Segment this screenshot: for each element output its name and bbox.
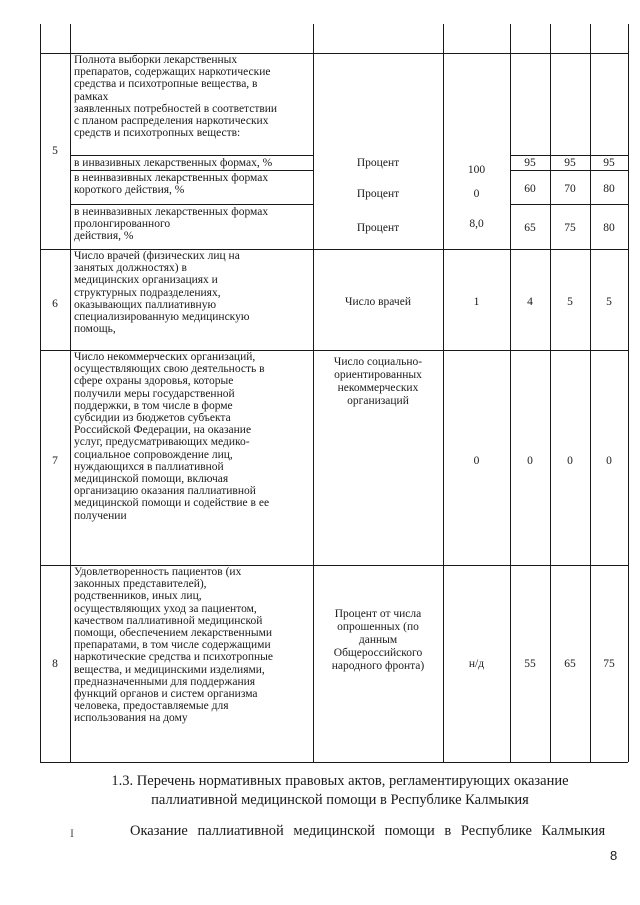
description-line: медицинской помощи, включая [74,473,229,485]
description-line: организацию оказания паллиативной [74,485,256,498]
page-number: 8 [610,848,618,863]
description-line: препаратами, в том числе содержащими [74,639,271,652]
subrow-border-values-1 [510,204,628,205]
body-paragraph: Оказание паллиативной медицинской помощи в Республике Калмыкия [130,823,606,839]
description-line: качеством паллиативной медицинской [74,614,263,627]
description-line: осуществляющих уход за пациентом, [74,602,257,615]
description-line: поддержки, в том числе в форме [74,399,233,412]
description-line: с планом распределения наркотических [74,115,269,127]
target-value-cell: 65 [524,222,536,234]
description-line: предназначенными для поддержания [74,675,256,688]
description-line: рамках [74,90,109,103]
subrow-values-top-border [510,155,628,156]
table-top-fragment [545,24,585,38]
description-line: препаратов, содержащих наркотические [74,66,271,79]
description-line: средств и психотропных веществ: [74,127,241,140]
description-line: средства и психотропные вещества, в [74,78,258,91]
subrow-description-line: в инвазивных лекарственных формах, % [74,157,273,169]
base-value-cell: 100 [467,164,486,176]
section-heading [60,772,620,810]
subrow-border-desc-1 [70,204,313,205]
target-value-cell: 5 [606,296,612,308]
col-v1-right [550,24,551,762]
description-line: функций органов и систем организма [74,688,258,700]
target-value-cell: 0 [567,455,573,467]
target-value-cell: 80 [603,222,615,234]
subrow-header-border [70,155,313,156]
target-value-cell: 55 [524,658,536,670]
description-line: Число некоммерческих организаций, [74,351,256,363]
subrow-border-values-0 [510,170,628,171]
description-line: оказывающих паллиативную [74,298,217,311]
subrow-description-line: в неинвазивных лекарственных формах [74,206,269,218]
row-number: 6 [52,298,58,310]
base-value-cell: 0 [473,455,480,467]
description-line: медицинских организациях и [74,274,218,287]
unit-line: организаций [347,395,409,407]
col-num-right [70,24,71,762]
description-line: заявленных потребностей в соответствии [74,102,278,115]
unit-line: ориентированных [334,369,422,381]
subrow-description-line: действия, % [74,230,134,243]
description-line: сфере охраны здоровья, которые [74,375,234,388]
description-line: Российской Федерации, на оказание [74,424,252,437]
target-value-cell: 0 [606,455,612,467]
target-value-cell: 95 [524,157,536,169]
section-heading-line-2: паллиативной медицинской помощи в Республике Калмыкия [151,792,529,808]
table-border-right [628,24,629,762]
target-value-cell: 75 [564,222,576,234]
description-line: получении [74,509,127,522]
target-value-cell: 95 [603,157,615,169]
description-line: медицинской помощи и содействие в ее [74,497,270,510]
unit-line: народного фронта) [331,660,425,672]
description-line: осуществляющих свою деятельность в [74,363,265,376]
unit-line: данным [358,634,398,646]
row-border-4 [40,762,628,763]
description-line: законных представителей), [74,578,207,591]
row-number: 7 [52,455,58,467]
unit-cell: Процент [356,188,400,200]
unit-line: Число врачей [345,296,411,308]
base-value-cell: 1 [473,296,480,308]
description-line: использования на дому [74,712,188,725]
subrow-description-line: в неинвазивных лекарственных формах [74,172,269,184]
unit-line: некоммерческих [337,382,419,394]
unit-line: Процент от числа [334,608,422,620]
description-line: социальное сопровождение лиц, [74,448,233,461]
col-v2-right [590,24,591,762]
description-line: помощь, [74,323,116,336]
table-border-left [40,24,41,762]
base-value-cell: 0 [473,188,480,200]
description-line: услуг, предусматривающих медико- [74,436,250,449]
target-value-cell: 5 [567,296,573,308]
col-base-right [510,24,511,762]
description-line: родственников, иных лиц, [74,590,202,603]
target-value-cell: 80 [603,183,615,195]
target-value-cell: 75 [603,658,615,670]
margin-mark: I [70,826,74,840]
row-number: 8 [52,658,58,670]
target-value-cell: 70 [564,183,576,195]
unit-cell: Процент [356,222,400,234]
description-line: субсидии из бюджетов субъекта [74,412,231,424]
target-value-cell: 4 [527,296,533,308]
description-line: структурных подразделениях, [74,286,221,299]
subrow-description-line: пролонгированного [74,218,171,231]
unit-line: опрошенных (по [337,621,419,633]
subrow-border-desc-0 [70,170,313,171]
target-value-cell: 60 [524,183,536,195]
unit-cell: Процент [356,157,400,169]
subrow-description-line: короткого действия, % [74,184,185,197]
unit-line: Общероссийского [333,647,423,659]
target-value-cell: 95 [564,157,576,169]
target-value-cell: 65 [564,658,576,670]
col-unit-right [443,24,444,762]
row-number: 5 [52,145,58,157]
description-line: получили меры государственной [74,387,235,400]
description-line: человека, предоставляемые для [74,700,229,713]
description-line: Число врачей (физических лиц на [74,250,240,262]
description-line: Удовлетворенность пациентов (их [74,566,242,578]
base-value-cell: н/д [468,658,485,670]
description-line: Полнота выборки лекарственных [74,54,238,66]
unit-line: Число социально- [333,356,423,368]
description-line: наркотические средства и психотропные [74,651,273,664]
description-line: специализированную медицинскую [74,311,250,323]
description-line: вещества, и медицинскими изделиями, [74,663,265,676]
base-value-cell: 8,0 [469,218,484,230]
section-heading-line-1: 1.3. Перечень нормативных правовых актов, регламентирующих оказание [111,773,569,789]
target-value-cell: 0 [527,455,533,467]
description-line: занятых должностях) в [74,262,187,275]
description-line: нуждающихся в паллиативной [74,460,224,473]
description-line: помощи, обеспечением лекарственными [74,627,273,639]
